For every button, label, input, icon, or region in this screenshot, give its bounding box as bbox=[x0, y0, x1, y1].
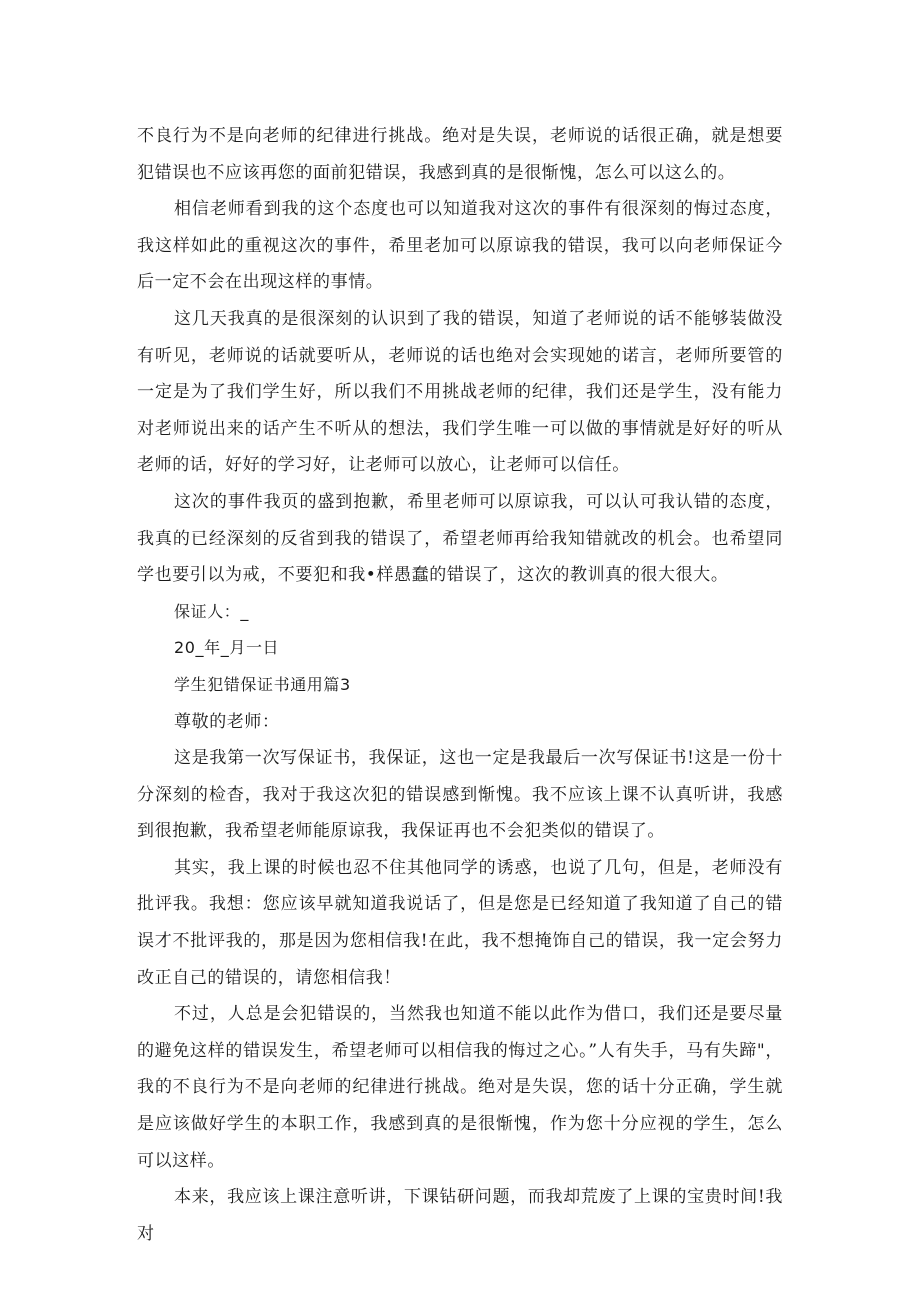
paragraph: 这几天我真的是很深刻的认识到了我的错误，知道了老师说的话不能够装做没有听见，老师说的话就要听从，老师说的话也绝对会实现她的诺言，老师所要管的一定是为了我们学生好，所以我们不用挑战老师的纪律，我们还是学生，没有能力对老师说出来的话产生不听从的想法，我们学生唯一可以做的事情就是好好的听从老师的话，好好的学习好，让老师可以放心，让老师可以信任。 bbox=[137, 308, 783, 476]
paragraph: 这是我第一次写保证书，我保证，这也一定是我最后一次写保证书!这是一份十分深刻的检杳，我对于我这次犯的错误感到惭愧。我不应该上课不认真听讲，我感到很抱歉，我希望老师能原谅我，我保证再也不会犯类似的错误了。 bbox=[137, 748, 783, 842]
paragraph-continuation: 不良行为不是向老师的纪律进行挑战。绝对是失误，老师说的话很正确，就是想要犯错误也不应该再您的面前犯错误，我感到真的是很惭愧，怎么可以这么的。 bbox=[137, 126, 783, 183]
section-title: 学生犯错保证书通用篇3 bbox=[174, 674, 351, 694]
paragraph: 不过，人总是会犯错误的，当然我也知道不能以此作为借口，我们还是要尽量的避免这样的错误发生，希望老师可以相信我的悔过之心。”人有失手，马有失蹄"，我的不良行为不是向老师的纪律进行挑战。绝对是失误，您的话十分正确，学生就是应该做好学生的本职工作，我感到真的是很惭愧，作为您十分应视的学生，怎么可以这样。 bbox=[137, 1004, 783, 1171]
paragraph: 这次的事件我页的盛到抱歉，希里老师可以原谅我，可以认可我认错的态度，我真的已经深刻的反省到我的错误了，希望老师再给我知错就改的机会。也希望同学也要引以为戒，不要犯和我•样愚蠢的错误了，这次的教训真的很大很大。 bbox=[137, 491, 783, 586]
paragraph: 其实，我上课的时候也忍不住其他同学的诱惑，也说了几句，但是，老师没有批评我。我想：您应该早就知道我说话了，但是您是已经知道了我知道了自己的错误才不批评我的，那是因为您相信我!在此，我不想掩饰自己的错误，我一定会努力改正自己的错误的，请您相信我！ bbox=[137, 857, 783, 988]
guarantor-line: 保证人：_ bbox=[174, 601, 250, 621]
salutation: 尊敬的老师： bbox=[174, 711, 280, 732]
paragraph: 相信老师看到我的这个态度也可以知道我对这次的事件有很深刻的悔过态度，我这样如此的重视这次的事件，希里老加可以原谅我的错误，我可以向老师保证今后一定不会在出现这样的事情。 bbox=[137, 199, 783, 293]
paragraph: 本来，我应该上课注意听讲，下课钻研问题，而我却荒废了上课的宝贵时间!我对 bbox=[137, 1187, 783, 1244]
date-line: 20_年_月一日 bbox=[174, 638, 280, 658]
document-body bbox=[137, 118, 783, 1252]
